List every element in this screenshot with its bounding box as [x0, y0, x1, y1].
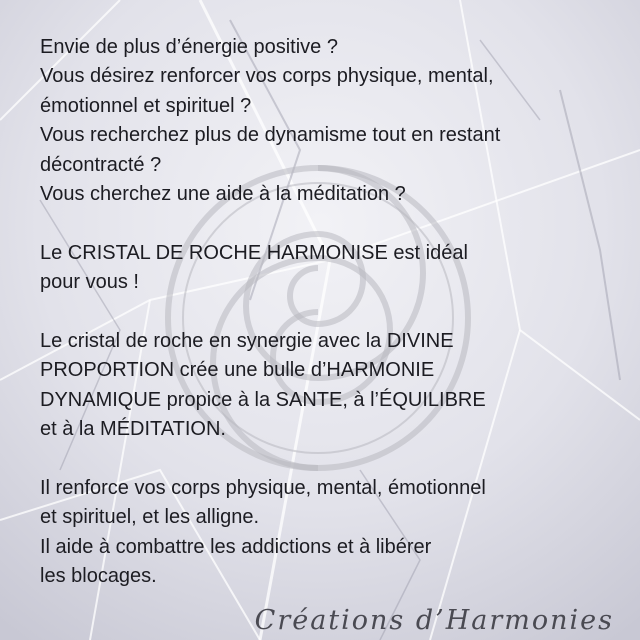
text-line: émotionnel et spirituel ? — [40, 94, 252, 117]
text-line: Vous désirez renforcer vos corps physique, mental, — [40, 65, 494, 88]
brand-signature: Créations d’Harmonies — [254, 605, 614, 636]
text-line: Vous cherchez une aide à la méditation ? — [40, 183, 406, 206]
text-line: Il aide à combattre les addictions et à libérer — [40, 535, 432, 558]
text-line: PROPORTION crée une bulle d’HARMONIE — [40, 359, 435, 382]
text-line: Envie de plus d’énergie positive ? — [40, 36, 338, 58]
text-line: Vous recherchez plus de dynamisme tout en restant — [40, 124, 501, 147]
text-line: Il renforce vos corps physique, mental, émotionnel — [40, 477, 486, 500]
main-text — [40, 33, 620, 592]
text-line: et à la MÉDITATION. — [40, 418, 226, 441]
paragraph-gap — [40, 298, 620, 327]
text-line: les blocages. — [40, 565, 157, 588]
text-line: pour vous ! — [40, 271, 139, 294]
text-line: décontracté ? — [40, 153, 162, 176]
text-line: et spirituel, et les alligne. — [40, 506, 260, 529]
paragraph-gap — [40, 445, 620, 474]
text-line: Le CRISTAL DE ROCHE HARMONISE est idéal — [40, 241, 468, 264]
text-line: Le cristal de roche en synergie avec la DIVINE — [40, 330, 454, 353]
paragraph-gap — [40, 209, 620, 238]
text-line: DYNAMIQUE propice à la SANTE, à l’ÉQUILIBRE — [40, 388, 486, 411]
